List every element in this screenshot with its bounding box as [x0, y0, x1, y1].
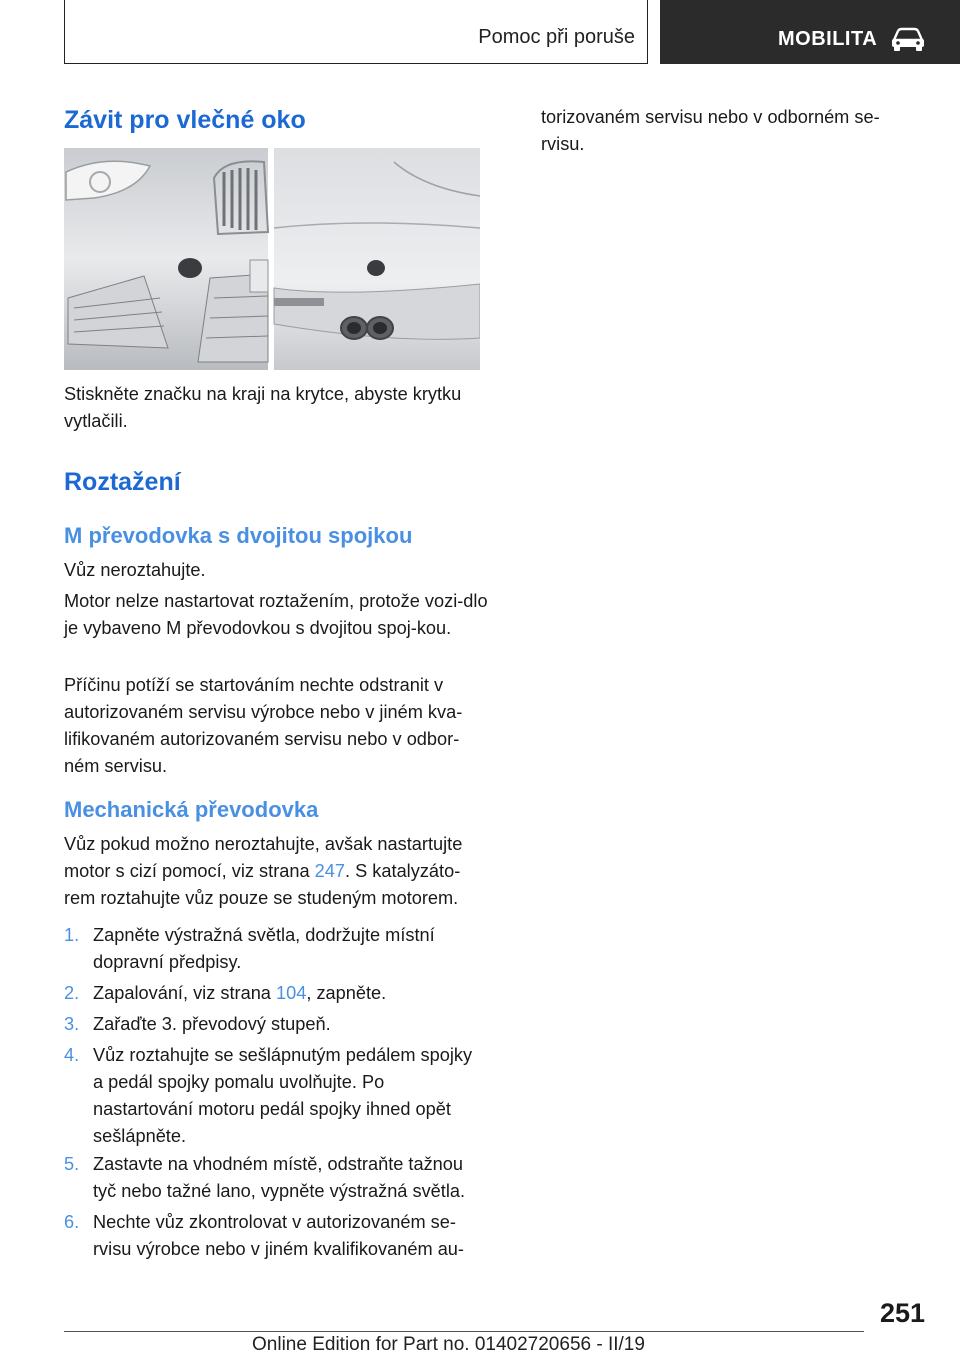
car-icon	[890, 26, 926, 52]
header-section-box	[64, 0, 648, 64]
page-link-247[interactable]: 247	[314, 861, 346, 881]
header-chapter-title: MOBILITA	[778, 28, 878, 50]
paragraph-no-tow: Vůz neroztahujte.	[64, 560, 206, 580]
caption-press-mark: Stiskněte značku na kraji na krytce, abyste krytku vytlačili.	[64, 384, 462, 431]
heading-tow-start: Roztažení	[64, 468, 181, 496]
car-bumper-photo	[64, 148, 480, 370]
paragraph-continued: torizovaném servisu nebo v odborném se-rvisu.	[541, 107, 880, 154]
page-number: 251	[880, 1298, 926, 1328]
footer-edition: Online Edition for Part no. 01402720656 - II/19	[252, 1334, 645, 1355]
header-section-title: Pomoc při poruše	[478, 26, 635, 48]
footer-divider	[64, 1331, 864, 1332]
page-link-104[interactable]: 104	[275, 983, 307, 1003]
heading-tow-eye: Závit pro vlečné oko	[64, 106, 306, 134]
paragraph-jump-start: Vůz pokud možno neroztahujte, avšak nastartujte motor s cizí pomocí, viz strana 247. S katalyzáto-rem roztahujte vůz pouze se studeným motorem.	[64, 834, 463, 908]
paragraph-cannot-start: Motor nelze nastartovat roztažením, protože vozi-dlo je vybaveno M převodovkou s dvojitou spoj-kou.	[64, 591, 488, 638]
header-chapter-tab	[660, 0, 960, 64]
subheading-m-dct: M převodovka s dvojitou spojkou	[64, 523, 413, 548]
paragraph-service: Příčinu potíží se startováním nechte odstranit v autorizovaném servisu výrobce nebo v jiném kva-lifikovaném autorizovaném servisu nebo v odbor-ném servisu.	[64, 675, 463, 776]
subheading-manual: Mechanická převodovka	[64, 797, 319, 822]
